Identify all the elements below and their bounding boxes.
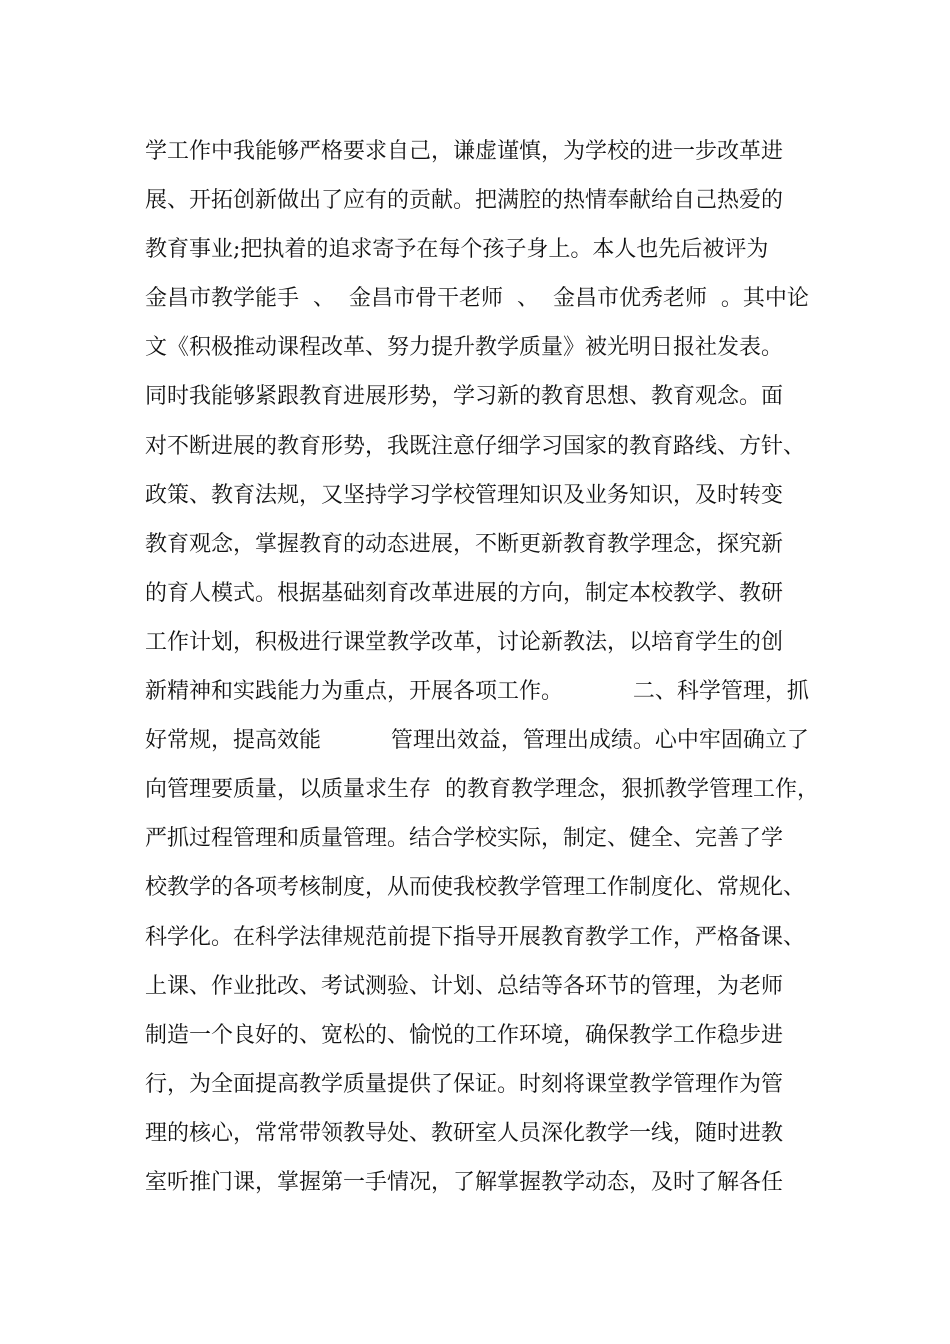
text-line-11: 工作计划，积极进行课堂教学改革，讨论新教法，以培育学生的创 — [145, 629, 784, 655]
text-line-2: 展、开拓创新做出了应有的贡献。把满腔的热情奉献给自己热爱的 — [145, 188, 784, 214]
text-line-1: 学工作中我能够严格要求自己，谦虚谨慎，为学校的进一步改革进 — [145, 139, 784, 164]
text-line-9: 教育观念，掌握教育的动态进展，不断更新教育教学理念，探究新 — [145, 531, 784, 557]
text-line-3: 教育事业;把执着的追求寄予在每个孩子身上。本人也先后被评为 — [145, 237, 769, 263]
text-line-20: 行，为全面提高教学质量提供了保证。时刻将课堂教学管理作为管 — [145, 1071, 784, 1097]
text-line-21: 理的核心，常常带领教导处、教研室人员深化教学一线，随时进教 — [145, 1120, 784, 1146]
text-line-17: 科学化。在科学法律规范前提下指导开展教育教学工作，严格备课、 — [145, 924, 806, 950]
body-text — [145, 127, 845, 1207]
text-line-10: 的育人模式。根据基础刻育改革进展的方向，制定本校教学、教研 — [145, 580, 784, 606]
text-line-22: 室听推门课，掌握第一手情况，了解掌握教学动态，及时了解各任 — [145, 1169, 784, 1195]
text-line-14: 向管理要质量，以质量求生存 的教育教学理念，狠抓教学管理工作， — [145, 777, 819, 803]
text-line-19: 制造一个良好的、宽松的、愉悦的工作环境，确保教学工作稳步进 — [145, 1022, 784, 1048]
text-line-15: 严抓过程管理和质量管理。结合学校实际，制定、健全、完善了学 — [145, 826, 784, 852]
text-line-7: 对不断进展的教育形势，我既注意仔细学习国家的教育路线、方针、 — [145, 433, 806, 459]
text-line-8: 政策、教育法规，又坚持学习学校管理知识及业务知识，及时转变 — [145, 482, 784, 508]
text-line-6: 同时我能够紧跟教育进展形势，学习新的教育思想、教育观念。面 — [145, 384, 784, 410]
text-line-5: 文《积极推动课程改革、努力提升教学质量》被光明日报社发表。 — [145, 335, 784, 361]
text-line-12: 新精神和实践能力为重点，开展各项工作。 二、科学管理，抓 — [145, 679, 809, 705]
text-line-18: 上课、作业批改、考试测验、计划、总结等各环节的管理，为老师 — [145, 973, 784, 999]
text-line-13: 好常规，提高效能 管理出效益，管理出成绩。心中牢固确立了 — [145, 728, 809, 754]
text-line-4: 金昌市教学能手 、 金昌市骨干老师 、 金昌市优秀老师 。其中论 — [145, 286, 809, 312]
text-line-16: 校教学的各项考核制度，从而使我校教学管理工作制度化、常规化、 — [145, 875, 806, 901]
